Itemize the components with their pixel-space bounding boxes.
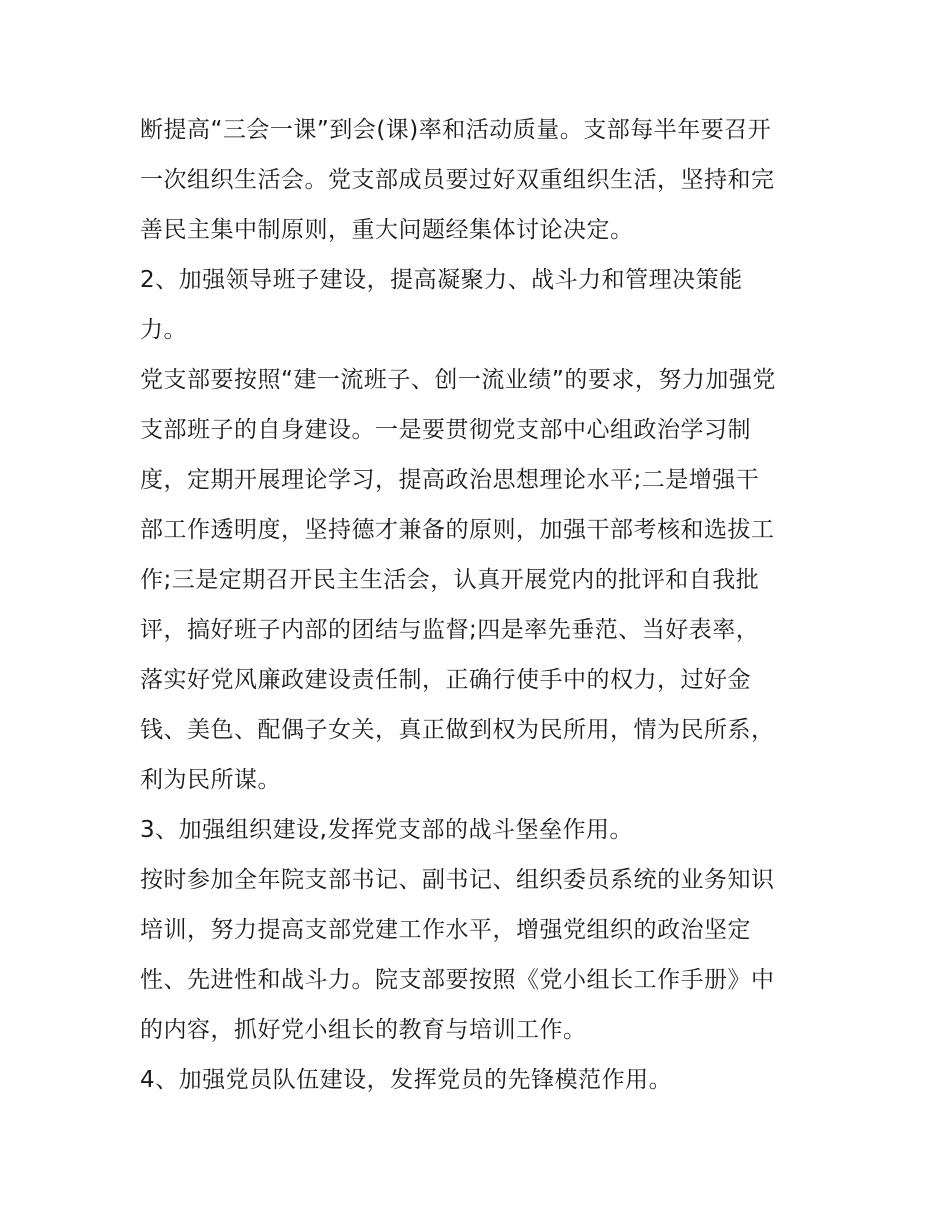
text-line: 度，定期开展理论学习，提高政治思想理论水平;二是增强干 (140, 467, 760, 493)
text-line: 评，搞好班子内部的团结与监督;四是率先垂范、当好表率， (140, 617, 760, 643)
text-line: 性、先进性和战斗力。院支部要按照《党小组长工作手册》中 (140, 967, 775, 993)
section-heading-4: 4、加强党员队伍建设，发挥党员的先锋模范作用。 (140, 1067, 673, 1093)
text-line: 断提高“三会一课”到会(课)率和活动质量。支部每半年要召开 (140, 117, 772, 143)
section-heading-2: 2、加强领导班子建设，提高凝聚力、战斗力和管理决策能 (140, 267, 743, 293)
text-line: 部工作透明度，坚持德才兼备的原则，加强干部考核和选拔工 (140, 517, 775, 543)
text-line: 利为民所谋。 (140, 767, 281, 793)
text-line: 的内容，抓好党小组长的教育与培训工作。 (140, 1017, 587, 1043)
text-line: 一次组织生活会。党支部成员要过好双重组织生活，坚持和完 (140, 167, 775, 193)
text-line: 善民主集中制原则，重大问题经集体讨论决定。 (140, 217, 634, 243)
section-heading-2-cont: 力。 (140, 317, 187, 343)
text-line: 支部班子的自身建设。一是要贯彻党支部中心组政治学习制 (140, 417, 751, 443)
text-line: 钱、美色、配偶子女关，真正做到权为民所用，情为民所系， (140, 717, 775, 743)
text-line: 作;三是定期召开民主生活会，认真开展党内的批评和自我批 (140, 567, 760, 593)
section-heading-3: 3、加强组织建设,发挥党支部的战斗堡垒作用。 (140, 817, 633, 843)
text-line: 培训，努力提高支部党建工作水平，增强党组织的政治坚定 (140, 917, 751, 943)
text-line: 按时参加全年院支部书记、副书记、组织委员系统的业务知识 (140, 867, 775, 893)
text-line: 党支部要按照“建一流班子、创一流业绩”的要求，努力加强党 (140, 367, 776, 393)
text-line: 落实好党风廉政建设责任制，正确行使手中的权力，过好金 (140, 667, 751, 693)
